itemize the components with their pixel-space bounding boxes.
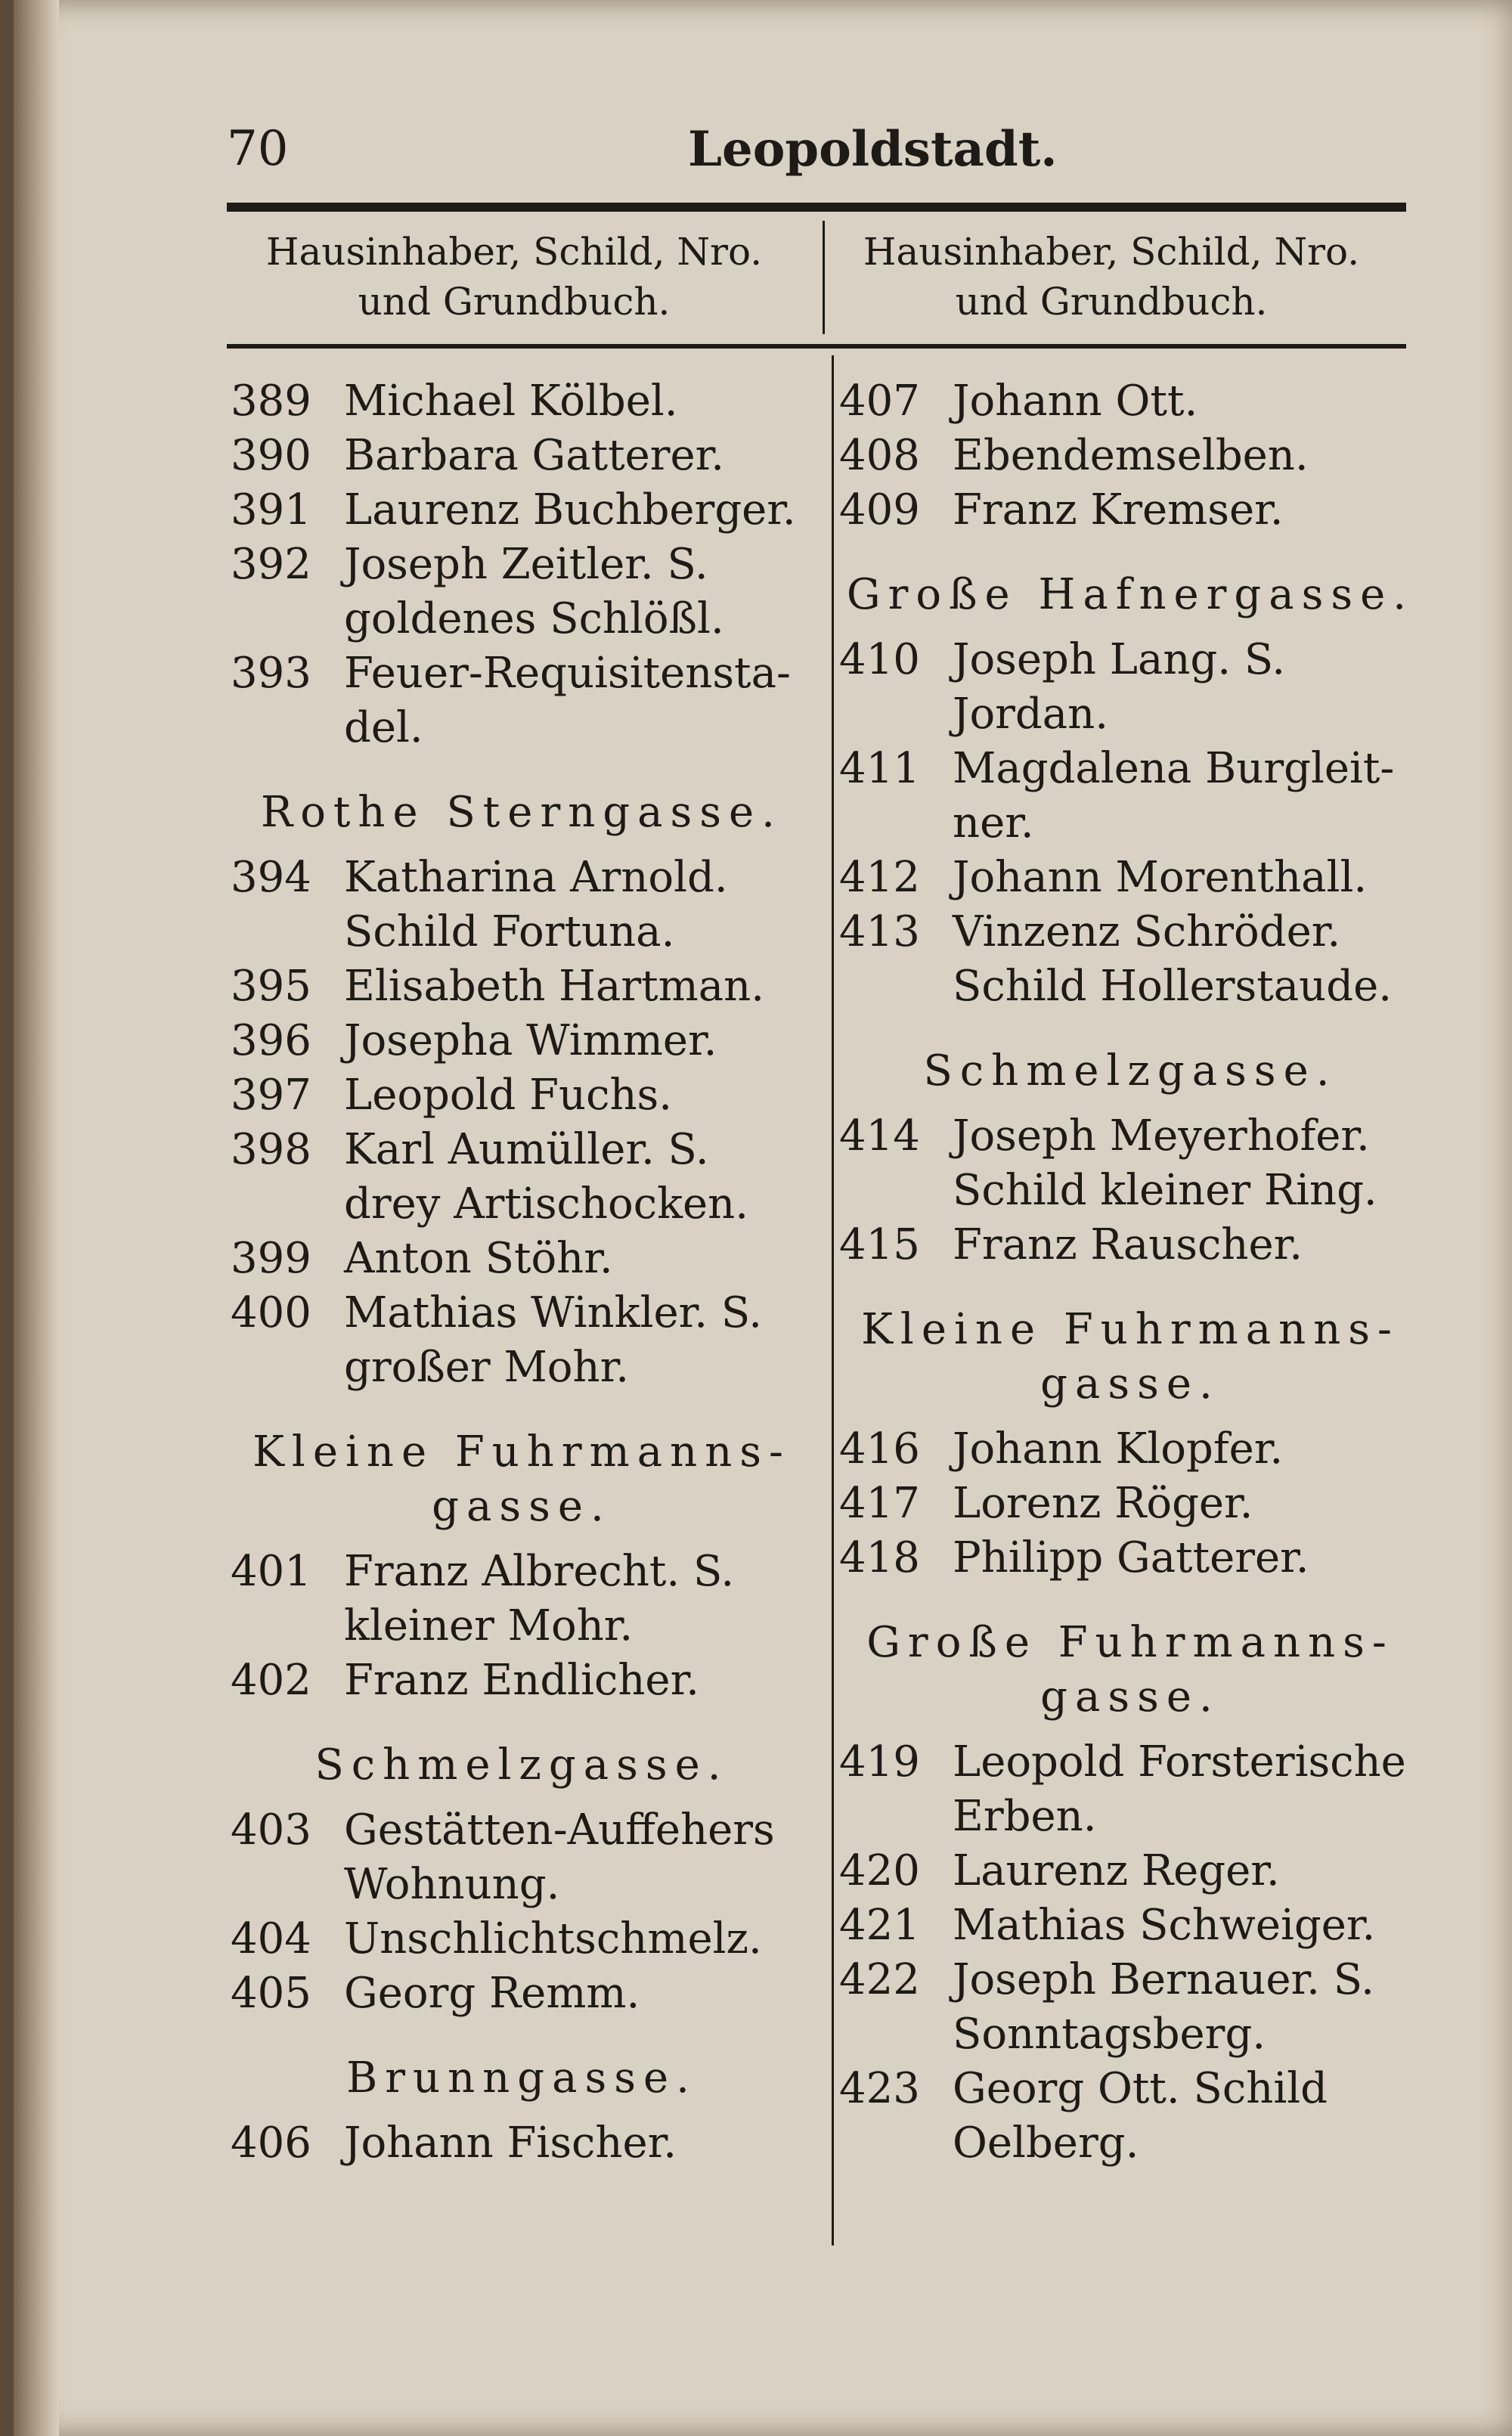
house-entry [839, 374, 1421, 429]
house-number: 399 [231, 1234, 311, 1283]
house-number: 408 [839, 431, 920, 480]
house-entry [839, 905, 1421, 1014]
header-rule [227, 203, 1406, 212]
house-entry [231, 1912, 813, 1966]
house-owner: Ebendemselben. [953, 431, 1309, 480]
house-entry [839, 429, 1421, 483]
house-number: 420 [839, 1846, 920, 1895]
house-owner: Johann Fischer. [344, 2118, 677, 2168]
street-heading: Schmelzgasse. [314, 1740, 729, 1790]
house-owner: Johann Morenthall. [953, 853, 1368, 902]
house-owner: Georg Remm. [344, 1969, 640, 2018]
house-number: 423 [839, 2064, 920, 2113]
house-entry [839, 1422, 1421, 1477]
house-number: 401 [231, 1547, 311, 1596]
house-owner: Barbara Gatterer. [344, 431, 725, 480]
house-number: 406 [231, 2118, 311, 2168]
column-header-line: und Grundbuch. [358, 280, 671, 324]
house-number: 413 [839, 907, 920, 956]
house-owner: Anton Stöhr. [344, 1234, 613, 1283]
house-owner: Josepha Wimmer. [344, 1016, 717, 1065]
house-entry [231, 1653, 813, 1708]
house-number: 421 [839, 1901, 920, 1950]
house-number: 390 [231, 431, 311, 480]
house-number: 411 [839, 744, 920, 793]
house-number: 422 [839, 1955, 920, 2004]
street-heading: Kleine Fuhrmanns-gasse. [253, 1427, 791, 1531]
house-owner: Karl Aumüller. S. drey Artischocken. [344, 1125, 749, 1229]
house-entry [231, 538, 813, 646]
street-heading: Schmelzgasse. [923, 1046, 1337, 1096]
street-heading: Rothe Sterngasse. [261, 788, 782, 837]
house-entry [231, 1286, 813, 1395]
street-heading: Kleine Fuhrmanns-gasse. [861, 1305, 1399, 1409]
left-column [231, 374, 813, 2171]
house-entry [231, 959, 813, 1014]
house-entry [839, 633, 1421, 742]
house-entry [839, 851, 1421, 905]
page-header [227, 113, 1406, 189]
house-entry [839, 1109, 1421, 1218]
column-divider [832, 355, 834, 2245]
house-entry [231, 851, 813, 959]
house-number: 418 [839, 1533, 920, 1582]
page-gutter [14, 0, 59, 2436]
house-owner: Johann Klopfer. [953, 1424, 1284, 1474]
house-owner: Philipp Gatterer. [953, 1533, 1309, 1582]
house-entry [839, 1898, 1421, 1953]
house-number: 398 [231, 1125, 311, 1174]
house-number: 403 [231, 1805, 311, 1855]
house-number: 394 [231, 853, 311, 902]
house-owner: Unschlichtschmelz. [344, 1914, 762, 1963]
column-header-line: und Grundbuch. [955, 280, 1268, 324]
running-title: Leopoldstadt. [688, 121, 1058, 178]
house-number: 393 [231, 649, 311, 698]
street-heading: Große Fuhrmanns-gasse. [866, 1618, 1394, 1722]
house-owner: Katharina Arnold. Schild Fortuna. [344, 853, 728, 956]
house-owner: Lorenz Röger. [953, 1479, 1253, 1528]
house-entry [839, 1218, 1421, 1272]
house-owner: Franz Albrecht. S. kleiner Mohr. [344, 1547, 735, 1650]
house-number: 416 [839, 1424, 920, 1474]
house-entry [231, 1123, 813, 1232]
house-entry [839, 2062, 1421, 2171]
house-owner: Vinzenz Schröder. Schild Hollerstaude. [953, 907, 1393, 1011]
house-entry [231, 483, 813, 538]
house-entry [839, 1477, 1421, 1531]
house-entry [231, 1232, 813, 1286]
column-header-rule [227, 344, 1406, 349]
house-owner: Joseph Bernauer. S. Sonntagsberg. [953, 1955, 1374, 2059]
house-entry [231, 1803, 813, 1912]
house-entry [839, 1735, 1421, 1844]
house-number: 400 [231, 1288, 311, 1337]
house-owner: Leopold Forsterische Erben. [953, 1737, 1406, 1841]
house-entry [231, 1068, 813, 1123]
house-number: 414 [839, 1111, 920, 1161]
street-heading: Große Hafnergasse. [846, 570, 1414, 619]
house-owner: Laurenz Reger. [953, 1846, 1280, 1895]
house-owner: Georg Ott. Schild Oelberg. [953, 2064, 1328, 2168]
house-number: 405 [231, 1969, 311, 2018]
house-entry [839, 1953, 1421, 2062]
house-owner: Joseph Meyerhofer. Schild kleiner Ring. [953, 1111, 1377, 1215]
house-number: 417 [839, 1479, 920, 1528]
house-number: 415 [839, 1220, 920, 1269]
house-number: 396 [231, 1016, 311, 1065]
house-number: 392 [231, 540, 311, 589]
right-column [839, 374, 1421, 2171]
house-owner: Laurenz Buchberger. [344, 485, 796, 535]
house-entry [839, 1531, 1421, 1585]
column-header-left [227, 227, 801, 327]
house-entry [231, 1014, 813, 1068]
house-number: 404 [231, 1914, 311, 1963]
house-owner: Mathias Schweiger. [953, 1901, 1376, 1950]
column-header-line: Hausinhaber, Schild, Nro. [265, 230, 763, 274]
house-owner: Joseph Lang. S. Jordan. [953, 635, 1286, 739]
house-owner: Franz Kremser. [953, 485, 1284, 535]
column-header-right [824, 227, 1399, 327]
house-number: 419 [839, 1737, 920, 1787]
house-entry [839, 742, 1421, 851]
house-number: 397 [231, 1071, 311, 1120]
house-owner: Mathias Winkler. S. großer Mohr. [344, 1288, 763, 1392]
house-number: 389 [231, 377, 311, 426]
house-number: 402 [231, 1656, 311, 1705]
house-owner: Elisabeth Hartman. [344, 962, 765, 1011]
house-owner: Gestätten-Auffehers Wohnung. [344, 1805, 775, 1909]
house-number: 410 [839, 635, 920, 684]
house-entry [231, 429, 813, 483]
street-heading: Brunngasse. [346, 2053, 697, 2103]
house-number: 409 [839, 485, 920, 535]
house-owner: Johann Ott. [953, 377, 1198, 426]
house-entry [231, 646, 813, 755]
column-header-line: Hausinhaber, Schild, Nro. [863, 230, 1360, 274]
page-number: 70 [227, 121, 289, 177]
house-entry [839, 1844, 1421, 1898]
house-owner: Feuer-Requisitensta-del. [344, 649, 791, 752]
house-entry [231, 374, 813, 429]
house-owner: Michael Kölbel. [344, 377, 678, 426]
house-number: 391 [231, 485, 311, 535]
house-owner: Leopold Fuchs. [344, 1071, 673, 1120]
house-owner: Franz Endlicher. [344, 1656, 699, 1705]
house-number: 395 [231, 962, 311, 1011]
house-entry [231, 2116, 813, 2171]
house-owner: Magdalena Burgleit-ner. [953, 744, 1395, 848]
house-owner: Joseph Zeitler. S. goldenes Schlößl. [344, 540, 724, 643]
house-entry [231, 1966, 813, 2021]
house-entry [231, 1545, 813, 1653]
house-owner: Franz Rauscher. [953, 1220, 1303, 1269]
house-entry [839, 483, 1421, 538]
house-number: 412 [839, 853, 920, 902]
house-number: 407 [839, 377, 920, 426]
